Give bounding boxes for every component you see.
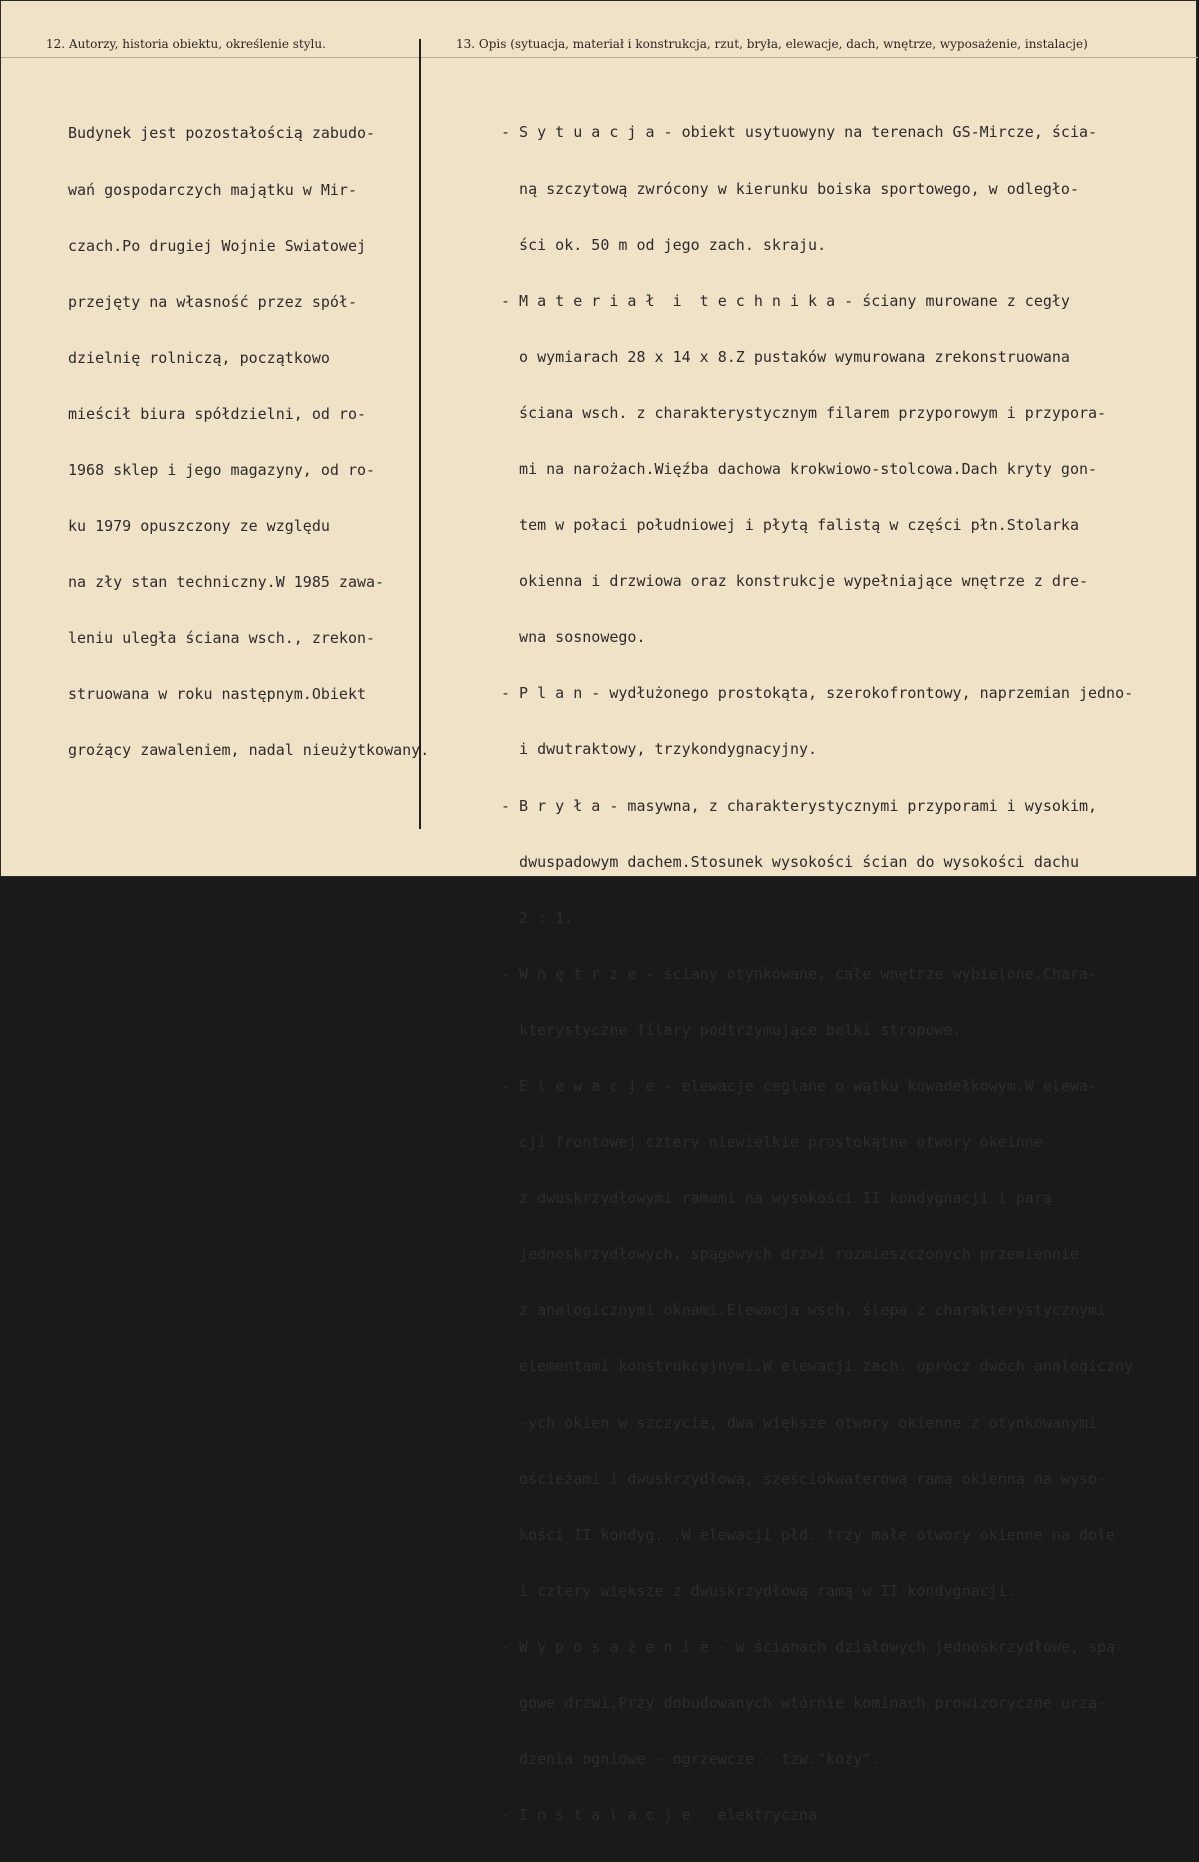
text-line: - W y p o s a ż e n i e - w ścianach działowych jednoskrzydłowe, spą- bbox=[501, 1637, 1125, 1656]
text-line: dwuspadowym dachem.Stosunek wysokości ścian do wysokości dachu bbox=[501, 852, 1079, 871]
text-line: dzielnię rolniczą, początkowo bbox=[68, 348, 330, 367]
text-line: Budynek jest pozostałością zabudo- bbox=[68, 124, 376, 143]
text-line: - S y t u a c j a - obiekt usytuowyny na terenach GS-Mircze, ścia- bbox=[501, 123, 1098, 142]
text-line: o wymiarach 28 x 14 x 8.Z pustaków wymurowana zrekonstruowana bbox=[501, 347, 1070, 366]
text-line: dzenia ogniowe - ogrzewcze - tzw."kozy". bbox=[501, 1750, 881, 1769]
text-line: kterystyczne filary podtrzymujące belki stropowe. bbox=[501, 1020, 962, 1039]
text-line: i dwutraktowy, trzykondygnacyjny. bbox=[501, 740, 818, 759]
text-line: czach.Po drugiej Wojnie Swiatowej bbox=[68, 236, 367, 255]
description-text-block bbox=[501, 86, 1198, 1825]
text-line: z analogicznymi oknami.Elewacja wsch. ślepa z charakterystycznymi bbox=[501, 1301, 1107, 1320]
text-line: elementami konstrukcyjnymi.W elewacji zach. oprócz dwóch analogiczny bbox=[501, 1357, 1134, 1376]
text-line: mi na narożach.Więźba dachowa krokwiowo-stolcowa.Dach kryty gon- bbox=[501, 459, 1098, 478]
text-line: okienna i drzwiowa oraz konstrukcje wypełniające wnętrze z dre- bbox=[501, 572, 1088, 591]
text-line: - P l a n - wydłużonego prostokąta, szerokofrontowy, naprzemian jedno- bbox=[501, 684, 1134, 703]
text-line: ściana wsch. z charakterystycznym filarem przyporowym i przypora- bbox=[501, 403, 1107, 422]
text-line: wań gospodarczych majątku w Mir- bbox=[68, 180, 357, 199]
text-line: gowe drzwi.Przy dobudowanych wtórnie kominach prowizoryczne urzą- bbox=[501, 1694, 1107, 1713]
text-line: 2 : 1. bbox=[501, 908, 574, 927]
text-line: tem w połaci południowej i płytą falistą w części płn.Stolarka bbox=[501, 516, 1079, 535]
history-text-block bbox=[68, 87, 478, 760]
section-13-heading: 13. Opis (sytuacja, materiał i konstrukcja, rzut, bryła, elewacje, dach, wnętrze, wyposażenie, instalacje) bbox=[456, 37, 1088, 51]
text-line: cji frontowej cztery niewielkie prostokątne otwory okeinne bbox=[501, 1133, 1043, 1152]
section-12-heading: 12. Autorzy, historia obiektu, określenie stylu. bbox=[46, 37, 326, 51]
text-line: i cztery większe z dwuskrzydłową ramą w II kondygnacji. bbox=[501, 1581, 1016, 1600]
text-line: - W n ę t r z e - ściany otynkowane, całe wnętrze wybielone.Chara- bbox=[501, 964, 1098, 983]
text-line: z dwuskrzydłowymi ramami na wysokości II kondygnacji i parą bbox=[501, 1189, 1052, 1208]
text-line: na zły stan techniczny.W 1985 zawa- bbox=[68, 573, 385, 592]
text-line: wna sosnowego. bbox=[501, 628, 646, 647]
text-line: struowana w roku następnym.Obiekt bbox=[68, 685, 367, 704]
text-line: grożący zawaleniem, nadal nieużytkowany. bbox=[68, 741, 430, 760]
text-line: ościeżami i dwuskrzydłową, sześciokwaterową ramą okienną na wyso- bbox=[501, 1469, 1107, 1488]
text-line: - M a t e r i a ł i t e c h n i k a - ściany murowane z cegły bbox=[501, 291, 1070, 310]
text-line: - E l e w a c j e - elewacje ceglane o wątku kowadełkowym.W elewa- bbox=[501, 1077, 1098, 1095]
text-line: ku 1979 opuszczony ze względu bbox=[68, 517, 330, 536]
text-line: - B r y ł a - masywna, z charakterystycznymi przyporami i wysokim, bbox=[501, 796, 1098, 815]
text-line: przejęty na własność przez spół- bbox=[68, 292, 357, 311]
text-line: kości II kondyg. .W elewacji płd. trzy małe otwory okienne na dole bbox=[501, 1525, 1116, 1544]
text-line: ści ok. 50 m od jego zach. skraju. bbox=[501, 235, 827, 254]
text-line: -ych okien w szczycie, dwa większe otwory okienne z otynkowanymi bbox=[501, 1413, 1098, 1432]
text-line: - I n s t a l a c j e - elektryczna bbox=[501, 1806, 818, 1825]
text-line: jednoskrzydłowych, spągowych drzwi rozmieszczonych przemiennie bbox=[501, 1245, 1079, 1264]
text-line: 1968 sklep i jego magazyny, od ro- bbox=[68, 460, 376, 479]
header-rule bbox=[1, 57, 1198, 58]
text-line: leniu uległa ściana wsch., zrekon- bbox=[68, 629, 376, 648]
text-line: mieścił biura spółdzielni, od ro- bbox=[68, 404, 367, 423]
text-line: ną szczytową zwrócony w kierunku boiska sportowego, w odległo- bbox=[501, 179, 1079, 198]
